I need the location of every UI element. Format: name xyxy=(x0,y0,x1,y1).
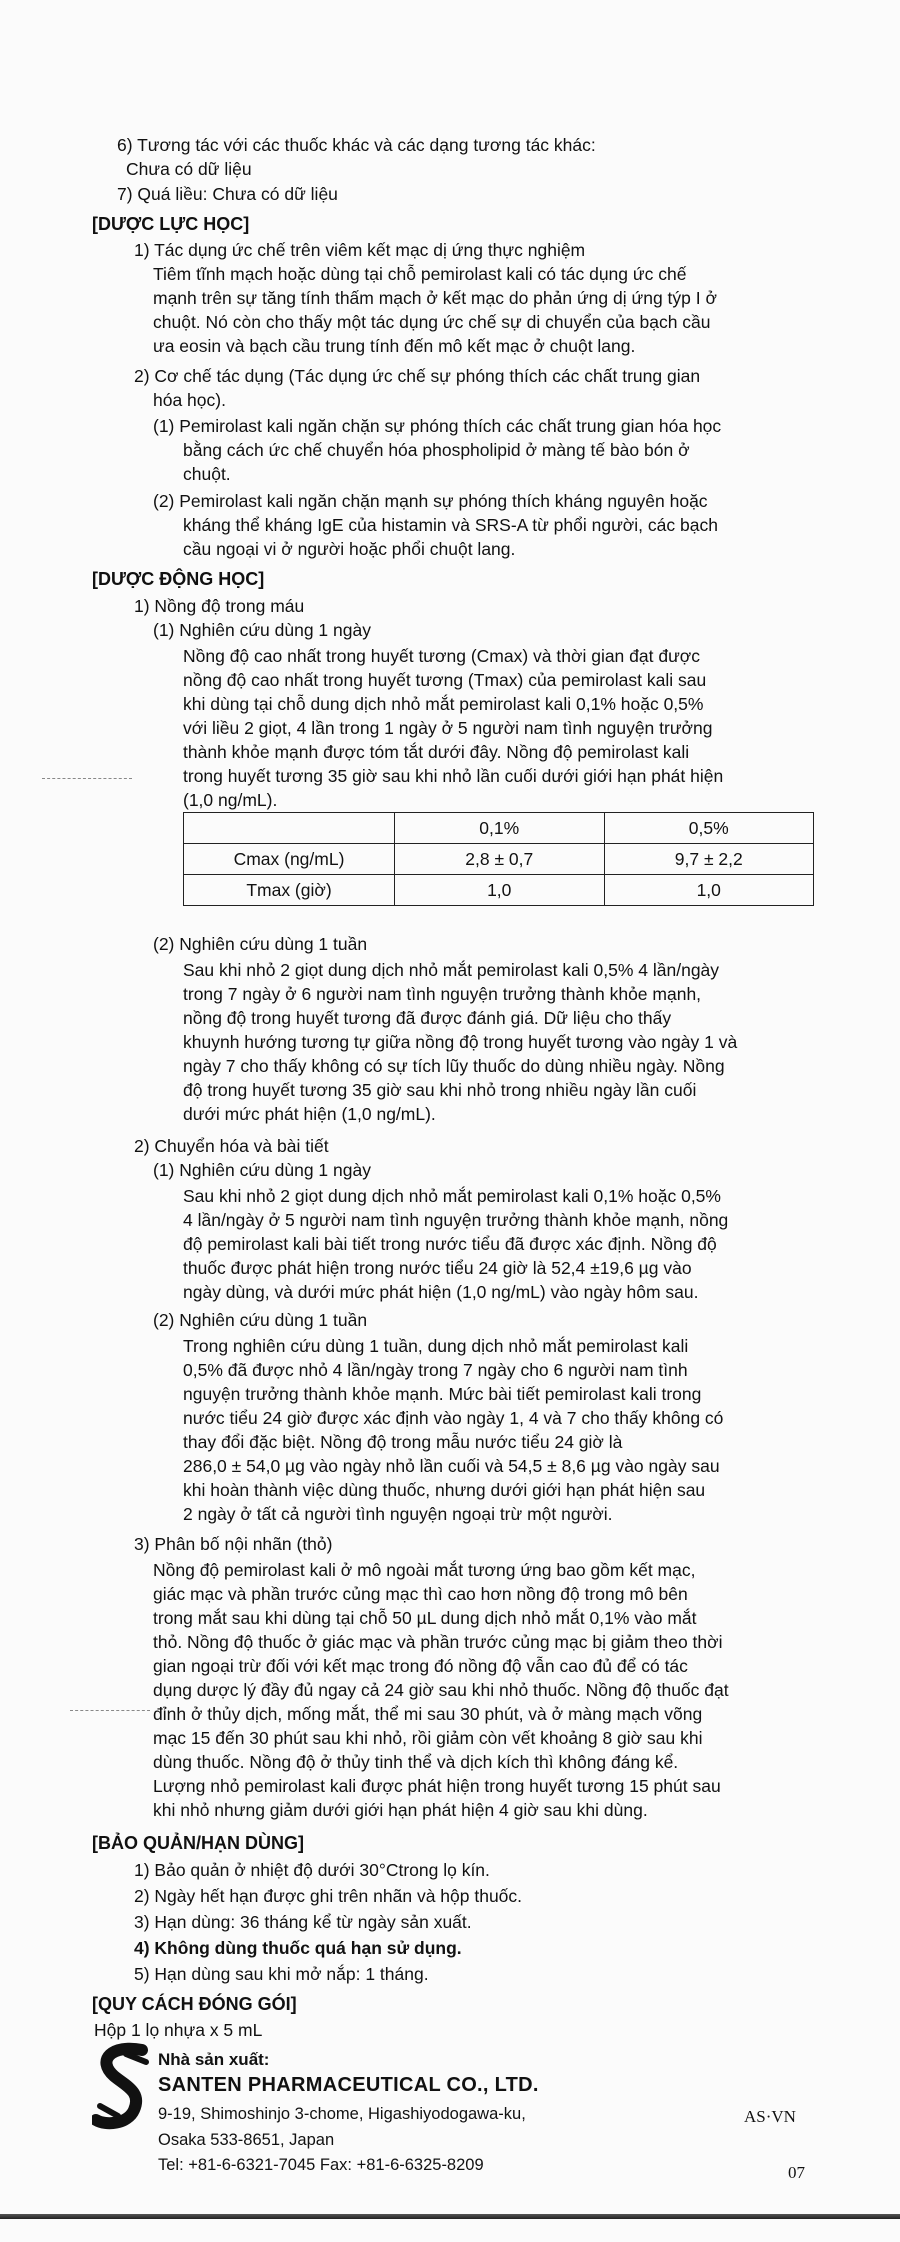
pk-table xyxy=(183,812,814,906)
pk-subsection-title: (2) Nghiên cứu dùng 1 tuần xyxy=(153,934,368,954)
paragraph-line: khuynh hướng tương tự giữa nồng độ trong huyết tương vào ngày 1 và xyxy=(183,1032,738,1052)
paragraph-line: Nồng độ pemirolast kali ở mô ngoài mắt tương ứng bao gồm kết mạc, xyxy=(153,1560,696,1580)
paragraph-line: 2 ngày ở tất cả người tình nguyện ngoại trừ một người. xyxy=(183,1504,613,1524)
pk-section-2-title: 2) Chuyển hóa và bài tiết xyxy=(134,1136,329,1156)
paragraph-line: khi nhỏ nhưng giảm dưới giới hạn phát hiện 4 giờ sau khi dùng. xyxy=(153,1800,648,1820)
paragraph-line: cầu ngoại vi ở người hoặc phổi chuột lang. xyxy=(183,539,516,559)
paragraph-line: Lượng nhỏ pemirolast kali được phát hiện trong huyết tương 15 phút sau xyxy=(153,1776,721,1796)
paragraph-line: trong huyết tương 35 giờ sau khi nhỏ lần cuối dưới giới hạn phát hiện xyxy=(183,766,724,786)
storage-item: 1) Bảo quản ở nhiệt độ dưới 30°Ctrong lọ kín. xyxy=(134,1860,490,1880)
santen-logo-icon xyxy=(92,2040,152,2132)
paragraph-line: ngày 7 cho thấy không có sự tích lũy thuốc do dùng nhiều ngày. Nồng xyxy=(183,1056,725,1076)
table-cell: 1,0 xyxy=(604,875,814,906)
paragraph-line: mạc 15 đến 30 phút sau khi nhỏ, rồi giảm còn vết khoảng 8 giờ sau khi xyxy=(153,1728,703,1748)
paragraph-line: Nồng độ cao nhất trong huyết tương (Cmax) và thời gian đạt được xyxy=(183,646,701,666)
pd-section-2-title: 2) Cơ chế tác dụng (Tác dụng ức chế sự phóng thích các chất trung gian xyxy=(134,366,701,386)
paragraph-line: ngày dùng, và dưới mức phát hiện (1,0 ng/mL) vào ngày hôm sau. xyxy=(183,1282,699,1302)
table-cell: 9,7 ± 2,2 xyxy=(604,844,814,875)
paragraph-line: chuột. xyxy=(183,464,231,484)
margin-mark xyxy=(42,778,132,779)
paragraph-line: khi dùng tại chỗ dung dịch nhỏ mắt pemirolast kali 0,1% hoặc 0,5% xyxy=(183,694,704,714)
pk-subsection-title: (1) Nghiên cứu dùng 1 ngày xyxy=(153,620,371,640)
table-row xyxy=(184,875,814,906)
paragraph-line: Tiêm tĩnh mạch hoặc dùng tại chỗ pemirolast kali có tác dụng ức chế xyxy=(153,264,687,284)
pd-section-1-title: 1) Tác dụng ức chế trên viêm kết mạc dị ứng thực nghiệm xyxy=(134,240,586,260)
paragraph-line: (2) Pemirolast kali ngăn chặn mạnh sự phóng thích kháng nguyên hoặc xyxy=(153,491,708,511)
overdose-item: 7) Quá liều: Chưa có dữ liệu xyxy=(117,184,338,204)
paragraph-line: dùng thuốc. Nồng độ ở thủy tinh thể và dịch kích thì không đáng kể. xyxy=(153,1752,679,1772)
paragraph-line: thành khỏe mạnh được tóm tắt dưới đây. Nồng độ pemirolast kali xyxy=(183,742,690,762)
paragraph-line: gian ngoại trừ đối với kết mạc trong đó nồng độ vẫn cao đủ để có tác xyxy=(153,1656,688,1676)
paragraph-line: (1,0 ng/mL). xyxy=(183,790,278,810)
pharmacokinetics-heading: [DƯỢC ĐỘNG HỌC] xyxy=(92,569,265,589)
pk-section-3-title: 3) Phân bố nội nhãn (thỏ) xyxy=(134,1534,333,1554)
storage-item: 3) Hạn dùng: 36 tháng kể từ ngày sản xuất. xyxy=(134,1912,472,1932)
paragraph-line: độ trong huyết tương 35 giờ sau khi nhỏ trong nhiều ngày lần cuối xyxy=(183,1080,697,1100)
page-code: 07 xyxy=(788,2163,805,2182)
manufacturer-address: 9-19, Shimoshinjo 3-chome, Higashiyodogawa-ku, xyxy=(158,2105,526,2123)
paragraph-line: độ pemirolast kali bài tiết trong nước tiểu đã được xác định. Nồng độ xyxy=(183,1234,717,1254)
packaging-heading: [QUY CÁCH ĐÓNG GÓI] xyxy=(92,1994,297,2014)
pd-section-2-title: hóa học). xyxy=(153,390,226,410)
table-cell: 1,0 xyxy=(395,875,605,906)
paragraph-line: nước tiểu 24 giờ được xác định vào ngày 1, 4 và 7 cho thấy không có xyxy=(183,1408,724,1428)
paragraph-line: giác mạc và phần trước củng mạc thì cao hơn nồng độ trong mô bên xyxy=(153,1584,688,1604)
pk-subsection-title: (1) Nghiên cứu dùng 1 ngày xyxy=(153,1160,371,1180)
paragraph-line: khi hoàn thành việc dùng thuốc, nhưng dưới giới hạn phát hiện sau xyxy=(183,1480,706,1500)
paragraph-line: mạnh trên sự tăng tính thấm mạch ở kết mạc do phản ứng dị ứng týp I ở xyxy=(153,288,717,308)
storage-item-warning: 4) Không dùng thuốc quá hạn sử dụng. xyxy=(134,1938,462,1958)
table-cell: 2,8 ± 0,7 xyxy=(395,844,605,875)
region-code: AS·VN xyxy=(744,2107,796,2126)
packaging-text: Hộp 1 lọ nhựa x 5 mL xyxy=(94,2020,263,2040)
table-row xyxy=(184,844,814,875)
manufacturer-address: Osaka 533-8651, Japan xyxy=(158,2131,335,2149)
paragraph-line: đỉnh ở thủy dịch, mống mắt, thể mi sau 30 phút, và ở màng mạch võng xyxy=(153,1704,703,1724)
paragraph-line: thay đổi đặc biệt. Nồng độ trong mẫu nước tiểu 24 giờ là xyxy=(183,1432,623,1452)
storage-item: 5) Hạn dùng sau khi mở nắp: 1 tháng. xyxy=(134,1964,429,1984)
interactions-item: 6) Tương tác với các thuốc khác và các dạng tương tác khác: xyxy=(117,135,596,155)
paragraph-line: 4 lần/ngày ở 5 người nam tình nguyện trưởng thành khỏe mạnh, nồng xyxy=(183,1210,729,1230)
table-header-cell: 0,5% xyxy=(604,813,814,844)
paragraph-line: nồng độ trong huyết tương đã được đánh giá. Dữ liệu cho thấy xyxy=(183,1008,672,1028)
storage-item: 2) Ngày hết hạn được ghi trên nhãn và hộp thuốc. xyxy=(134,1886,523,1906)
paragraph-line: chuột. Nó còn cho thấy một tác dụng ức chế sự di chuyển của bạch cầu xyxy=(153,312,711,332)
paragraph-line: nồng độ cao nhất trong huyết tương (Tmax) của pemirolast kali sau xyxy=(183,670,707,690)
paragraph-line: (1) Pemirolast kali ngăn chặn sự phóng thích các chất trung gian hóa học xyxy=(153,416,722,436)
table-header-cell: 0,1% xyxy=(395,813,605,844)
paragraph-line: 0,5% đã được nhỏ 4 lần/ngày trong 7 ngày cho 6 người nam tình xyxy=(183,1360,688,1380)
paragraph-line: nguyện trưởng thành khỏe mạnh. Mức bài tiết pemirolast kali trong xyxy=(183,1384,702,1404)
paragraph-line: trong mắt sau khi dùng tại chỗ 50 µL dung dịch nhỏ mắt 0,1% vào mắt xyxy=(153,1608,697,1628)
table-cell: Cmax (ng/mL) xyxy=(184,844,395,875)
storage-heading: [BẢO QUẢN/HẠN DÙNG] xyxy=(92,1833,304,1853)
margin-mark xyxy=(70,1710,150,1711)
paragraph-line: Sau khi nhỏ 2 giọt dung dịch nhỏ mắt pemirolast kali 0,5% 4 lần/ngày xyxy=(183,960,720,980)
paragraph-line: Trong nghiên cứu dùng 1 tuần, dung dịch nhỏ mắt pemirolast kali xyxy=(183,1336,689,1356)
pk-subsection-title: (2) Nghiên cứu dùng 1 tuần xyxy=(153,1310,368,1330)
manufacturer-label: Nhà sản xuất: xyxy=(158,2050,270,2069)
paragraph-line: bằng cách ức chế chuyển hóa phospholipid ở màng tế bào bón ở xyxy=(183,440,690,460)
bottom-rule xyxy=(0,2214,900,2219)
manufacturer-company: SANTEN PHARMACEUTICAL CO., LTD. xyxy=(158,2074,539,2096)
table-header-row xyxy=(184,813,814,844)
paragraph-line: Sau khi nhỏ 2 giọt dung dịch nhỏ mắt pemirolast kali 0,1% hoặc 0,5% xyxy=(183,1186,721,1206)
paragraph-line: dưới mức phát hiện (1,0 ng/mL). xyxy=(183,1104,436,1124)
paragraph-line: với liều 2 giọt, 4 lần trong 1 ngày ở 5 người nam tình nguyện trưởng xyxy=(183,718,713,738)
manufacturer-contact: Tel: +81-6-6321-7045 Fax: +81-6-6325-8209 xyxy=(158,2156,484,2174)
paragraph-line: kháng thể kháng IgE của histamin và SRS-A từ phổi người, các bạch xyxy=(183,515,718,535)
paragraph-line: thuốc được phát hiện trong nước tiểu 24 giờ là 52,4 ±19,6 µg vào xyxy=(183,1258,692,1278)
paragraph-line: trong 7 ngày ở 6 người nam tình nguyện trưởng thành khỏe mạnh, xyxy=(183,984,702,1004)
paragraph-line: dụng dược lý đầy đủ ngay cả 24 giờ sau khi nhỏ thuốc. Nồng độ thuốc đạt xyxy=(153,1680,729,1700)
paragraph-line: thỏ. Nồng độ thuốc ở giác mạc và phần trước củng mạc bị giảm theo thời xyxy=(153,1632,723,1652)
pk-section-1-title: 1) Nồng độ trong máu xyxy=(134,596,305,616)
table-cell xyxy=(184,813,395,844)
paragraph-line: 286,0 ± 54,0 µg vào ngày nhỏ lần cuối và 54,5 ± 8,6 µg vào ngày sau xyxy=(183,1456,720,1476)
table-cell: Tmax (giờ) xyxy=(184,875,395,906)
paragraph-line: ưa eosin và bạch cầu trung tính đến mô kết mạc ở chuột lang. xyxy=(153,336,636,356)
interactions-value: Chưa có dữ liệu xyxy=(126,159,252,179)
pharmacodynamics-heading: [DƯỢC LỰC HỌC] xyxy=(92,214,250,234)
